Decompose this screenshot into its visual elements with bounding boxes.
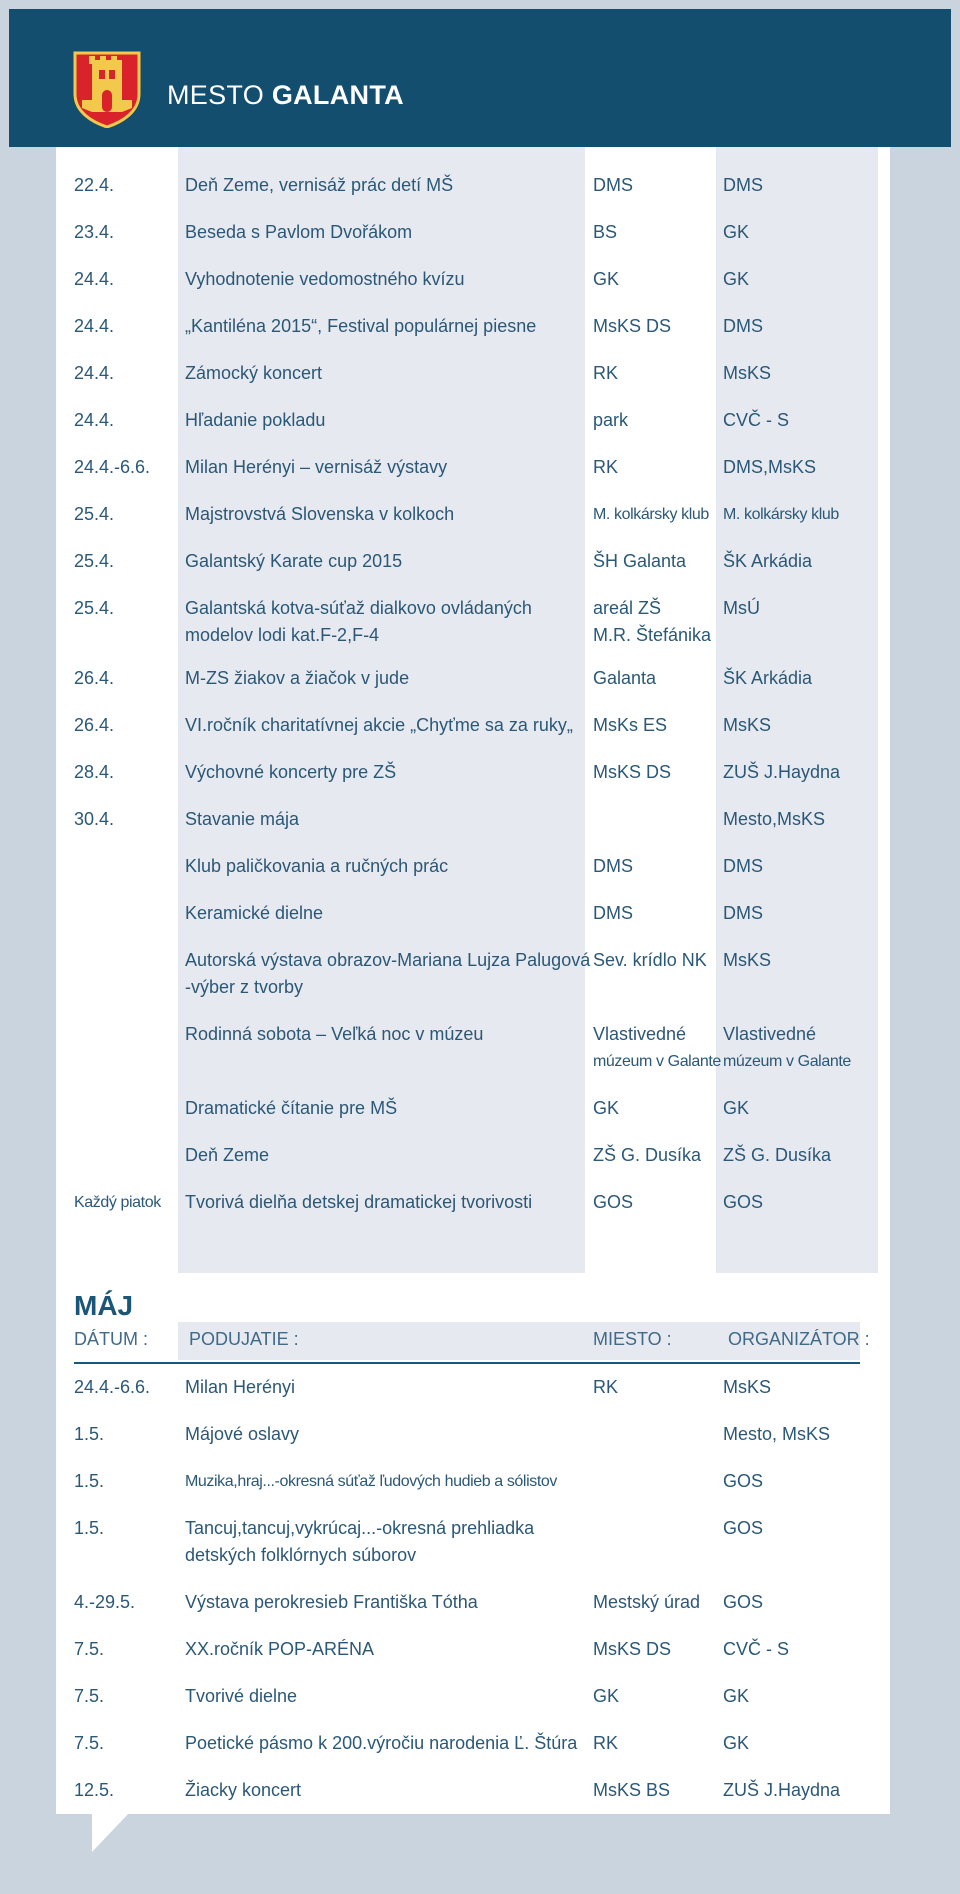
row-place [593,1189,633,1216]
row-date-line: 24.4. [74,363,115,383]
row-organizer [723,1683,749,1710]
row-event-line: Majstrovstvá Slovenska v kolkoch [185,504,455,524]
row-event-line: Májové oslavy [185,1424,300,1444]
row-organizer [723,853,763,880]
row-place-line: RK [593,457,619,477]
row-place [593,595,711,649]
row-place-line: DMS [593,175,633,195]
row-organizer-line: GK [723,1733,750,1753]
row-place [593,454,618,481]
row-event-line: Poetické pásmo k 200.výročiu narodenia Ľ. Štúra [185,1733,578,1753]
row-place [593,219,617,246]
speech-bubble-tail [92,1812,130,1852]
row-place-line: areál ZŠ [593,598,662,618]
row-event [185,313,536,340]
row-event-line: Hľadanie pokladu [185,410,326,430]
row-place-line: MsKS DS [593,762,672,782]
row-organizer [723,172,763,199]
row-place [593,1095,619,1122]
row-organizer [723,665,812,692]
row-date-line: 25.4. [74,551,115,571]
row-event [185,1095,397,1122]
row-organizer-line: múzeum v Galante [723,1053,851,1070]
row-organizer-line: GK [723,222,750,242]
row-organizer-line: ŠK Arkádia [723,551,813,571]
row-place-line: MsKS BS [593,1780,671,1800]
row-event [185,454,447,481]
row-date-line: 7.5. [74,1686,105,1706]
row-place-line: park [593,410,629,430]
row-date [74,1730,104,1757]
row-organizer-line: Mesto,MsKS [723,809,826,829]
row-date [74,548,114,575]
header-place: MIESTO : [593,1329,672,1349]
row-event-line: Žiacky koncert [185,1780,302,1800]
row-place-line: GK [593,1686,620,1706]
row-event [185,1142,269,1169]
row-organizer [723,501,839,528]
row-date [74,712,114,739]
row-place-line: M. kolkársky klub [593,506,709,523]
row-date [74,360,114,387]
row-event-line: Keramické dielne [185,903,324,923]
row-place-line: BS [593,222,618,242]
row-date [74,407,114,434]
row-organizer [723,548,812,575]
row-organizer [723,900,763,927]
row-organizer-line: DMS [723,175,763,195]
row-event [185,1777,301,1804]
row-place [593,266,619,293]
row-date [74,1515,104,1542]
row-place-line: DMS [593,903,633,923]
row-place [593,853,633,880]
row-event-line: Milan Herényi [185,1377,296,1397]
row-organizer-line: GK [723,269,750,289]
row-event-line: Tvorivé dielne [185,1686,298,1706]
row-event [185,806,299,833]
row-organizer-line: DMS [723,903,763,923]
row-event [185,1683,297,1710]
row-organizer-line: MsÚ [723,598,760,618]
row-place [593,313,671,340]
row-date [74,313,114,340]
row-date-line: 24.4. [74,316,115,336]
row-organizer [723,313,763,340]
row-organizer-line: M. kolkársky klub [723,506,839,523]
row-date-line: 25.4. [74,598,115,618]
row-date [74,1374,150,1401]
row-date-line: 24.4. [74,269,115,289]
row-organizer [723,712,771,739]
row-event-line: Zámocký koncert [185,363,323,383]
row-organizer [723,360,771,387]
row-event [185,1189,532,1216]
row-place [593,407,628,434]
row-organizer [723,1468,763,1495]
row-date-line: 28.4. [74,762,115,782]
row-event-line: „Kantiléna 2015“, Festival populárnej piesne [185,316,537,336]
row-place-line: RK [593,1377,619,1397]
row-organizer-line: Vlastivedné [723,1024,817,1044]
row-place-line: GK [593,269,620,289]
row-place-line: DMS [593,856,633,876]
row-organizer-line: DMS [723,856,763,876]
row-event-line: XX.ročník POP-ARÉNA [185,1639,375,1659]
row-date [74,454,150,481]
row-event [185,1515,534,1569]
header-organizer: ORGANIZÁTOR : [728,1329,870,1349]
row-organizer [723,1095,749,1122]
row-date [74,759,114,786]
row-event-line: M-ZS žiakov a žiačok v jude [185,668,410,688]
row-event-line: detských folklórnych súborov [185,1545,417,1565]
row-organizer-line: Mesto, MsKS [723,1424,831,1444]
row-place [593,501,709,528]
row-date-line: 24.4.-6.6. [74,1377,151,1397]
may-section-title: MÁJ [74,1290,134,1321]
row-place [593,712,667,739]
row-event [185,1421,299,1448]
row-date-line: 23.4. [74,222,115,242]
row-organizer [723,806,825,833]
row-event-line: Tancuj,tancuj,vykrúcaj...-okresná prehliadka [185,1518,535,1538]
row-date-line: 1.5. [74,1518,105,1538]
row-organizer [723,947,771,974]
row-event [185,947,590,1001]
row-event-line: Muzika,hraj...-okresná súťaž ľudových hudieb a sólistov [185,1473,557,1490]
row-place [593,900,633,927]
row-event-line: Výchovné koncerty pre ZŠ [185,762,397,782]
town-name [167,80,404,111]
row-date-line: 24.4. [74,410,115,430]
row-place-line: MsKS DS [593,316,672,336]
town-prefix: MESTO [167,80,265,110]
row-date [74,501,114,528]
row-event [185,219,412,246]
row-date-line: 22.4. [74,175,115,195]
row-place-line: RK [593,1733,619,1753]
row-place [593,172,633,199]
row-date [74,219,114,246]
row-event-line: -výber z tvorby [185,977,304,997]
row-organizer [723,1421,830,1448]
row-event-line: Deň Zeme [185,1145,270,1165]
row-place [593,759,671,786]
row-organizer-line: CVČ - S [723,1639,790,1659]
row-organizer-line: GOS [723,1192,764,1212]
row-organizer-line: CVČ - S [723,410,790,430]
row-organizer [723,1589,763,1616]
row-organizer-line: ŠK Arkádia [723,668,813,688]
row-place [593,947,707,974]
row-place [593,1374,618,1401]
row-place [593,1683,619,1710]
row-date [74,1777,114,1804]
row-event [185,172,453,199]
row-organizer-line: GK [723,1098,750,1118]
row-date-line: 7.5. [74,1733,105,1753]
header-date: DÁTUM : [74,1329,148,1349]
row-place [593,665,656,692]
row-place-line: Mestský úrad [593,1592,701,1612]
row-event [185,1636,374,1663]
row-organizer-line: GOS [723,1592,764,1612]
row-organizer-line: GK [723,1686,750,1706]
row-event-line: Deň Zeme, vernisáž prác detí MŠ [185,175,454,195]
row-organizer-line: MsKS [723,715,772,735]
row-event-line: Galantský Karate cup 2015 [185,551,403,571]
row-organizer [723,266,749,293]
row-organizer [723,1142,831,1169]
row-place-line: ŠH Galanta [593,551,687,571]
row-date-line: 1.5. [74,1471,105,1491]
row-event-line: Autorská výstava obrazov-Mariana Lujza Palugová [185,950,591,970]
row-date-line: 1.5. [74,1424,105,1444]
row-event-line: Dramatické čítanie pre MŠ [185,1098,398,1118]
row-event [185,759,396,786]
row-event [185,665,409,692]
row-organizer [723,1730,749,1757]
row-organizer-line: GOS [723,1471,764,1491]
row-date [74,665,114,692]
row-date [74,172,114,199]
row-place [593,1021,721,1075]
row-organizer [723,219,749,246]
header-bar [9,9,951,147]
row-event [185,1374,295,1401]
row-organizer-line: ZUŠ J.Haydna [723,762,841,782]
header-rule [74,1362,860,1364]
row-event [185,712,573,739]
row-event [185,407,325,434]
row-organizer [723,1374,771,1401]
row-organizer-line: ZŠ G. Dusíka [723,1145,832,1165]
row-organizer [723,1189,763,1216]
row-place [593,1589,700,1616]
row-event-line: Vyhodnotenie vedomostného kvízu [185,269,465,289]
row-organizer-line: DMS,MsKS [723,457,817,477]
row-organizer [723,1636,789,1663]
row-organizer-line: MsKS [723,1377,772,1397]
row-date-line: 24.4.-6.6. [74,457,151,477]
row-place-line: M.R. Štefánika [593,625,712,645]
row-event-line: Beseda s Pavlom Dvořákom [185,222,413,242]
row-event-line: Výstava perokresieb Františka Tótha [185,1592,478,1612]
row-organizer-line: GOS [723,1518,764,1538]
row-date-line: 26.4. [74,715,115,735]
row-event [185,266,465,293]
row-place [593,360,618,387]
town-name-bold: GALANTA [271,80,404,110]
row-place-line: RK [593,363,619,383]
row-event [185,1589,478,1616]
row-event-line: Klub paličkovania a ručných prác [185,856,449,876]
row-organizer [723,407,789,434]
row-place-line: ZŠ G. Dusíka [593,1145,702,1165]
row-date-line: 4.-29.5. [74,1592,136,1612]
row-organizer-line: DMS [723,316,763,336]
row-place-line: GK [593,1098,620,1118]
row-organizer [723,1021,851,1075]
row-place-line: MsKS DS [593,1639,672,1659]
row-event-line: VI.ročník charitatívnej akcie „Chyťme sa za ruky„ [185,715,573,735]
row-organizer-line: ZUŠ J.Haydna [723,1780,841,1800]
row-event [185,1468,557,1495]
row-event-line: Rodinná sobota – Veľká noc v múzeu [185,1024,484,1044]
row-place-line: Sev. krídlo NK [593,950,707,970]
row-date [74,1589,135,1616]
row-event [185,1730,577,1757]
row-place-line: múzeum v Galante [593,1053,721,1070]
row-date [74,1189,161,1216]
row-place-line: Vlastivedné [593,1024,687,1044]
row-place [593,1777,670,1804]
row-organizer [723,1515,763,1542]
row-event [185,548,402,575]
row-date [74,806,114,833]
row-event [185,900,323,927]
row-date-line: 12.5. [74,1780,115,1800]
row-place-line: Galanta [593,668,657,688]
row-place [593,1636,671,1663]
row-organizer [723,759,840,786]
row-date-line: 30.4. [74,809,115,829]
row-event [185,595,532,649]
row-place [593,1730,618,1757]
row-event-line: Galantská kotva-súťaž dialkovo ovládaných [185,598,532,618]
town-crest-icon [72,50,142,128]
row-date-line: 25.4. [74,504,115,524]
row-date-line: 7.5. [74,1639,105,1659]
row-date-line: Každý piatok [74,1194,161,1211]
row-event-line: Milan Herényi – vernisáž výstavy [185,457,448,477]
row-date [74,1468,104,1495]
row-date [74,1636,104,1663]
row-place [593,548,686,575]
row-organizer [723,1777,840,1804]
row-event [185,501,454,528]
row-date [74,1421,104,1448]
row-date [74,266,114,293]
row-date [74,1683,104,1710]
row-place [593,1142,701,1169]
row-date [74,595,114,622]
row-organizer [723,454,816,481]
row-event [185,1021,483,1048]
row-place-line: GOS [593,1192,634,1212]
row-place-line: MsKs ES [593,715,668,735]
row-date-line: 26.4. [74,668,115,688]
row-organizer [723,595,760,622]
row-organizer-line: MsKS [723,363,772,383]
row-event [185,360,322,387]
header-event: PODUJATIE : [189,1329,299,1349]
row-event-line: modelov lodi kat.F-2,F-4 [185,625,380,645]
row-event [185,853,448,880]
row-event-line: Stavanie mája [185,809,300,829]
row-event-line: Tvorivá dielňa detskej dramatickej tvorivosti [185,1192,533,1212]
row-organizer-line: MsKS [723,950,772,970]
